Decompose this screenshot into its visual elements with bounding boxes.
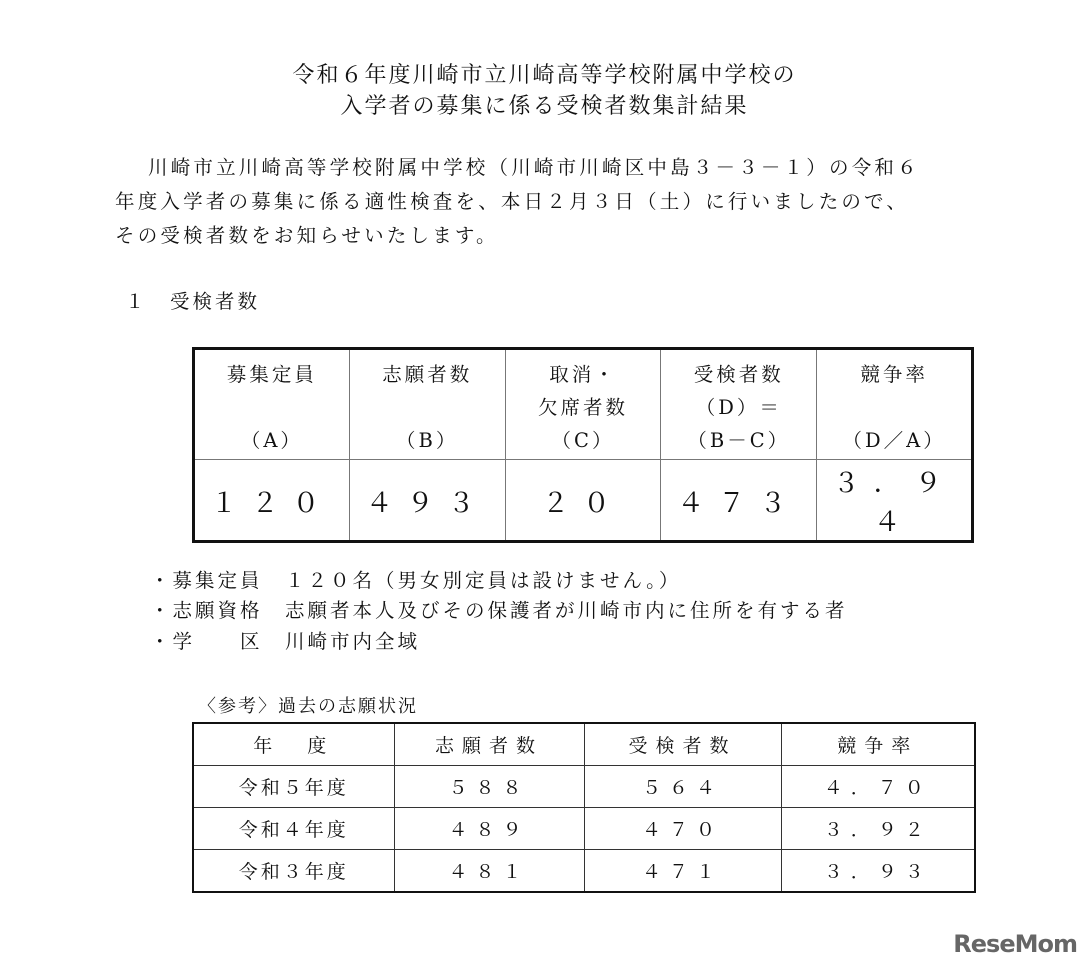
table-header-row <box>193 723 975 766</box>
header-text: （A） <box>240 429 303 452</box>
header-cell: 受検者数 <box>584 723 781 766</box>
header-text: 受検者数 <box>693 363 784 386</box>
value-cell: ３．９４ <box>817 460 973 542</box>
header-text: （B） <box>396 429 459 452</box>
past-applications-table <box>192 722 976 893</box>
value-cell: ２０ <box>505 460 661 542</box>
header-cell <box>349 349 505 460</box>
value-cell: ４７０ <box>584 808 781 850</box>
intro-line-1: 川崎市立川崎高等学校附属中学校（川崎市川崎区中島３－３－１）の令和６ <box>148 156 920 179</box>
year-cell: 令和５年度 <box>193 766 394 808</box>
header-text: （B－C） <box>687 429 791 452</box>
value-cell: ４７１ <box>584 850 781 893</box>
header-text: （D／A） <box>842 429 946 452</box>
header-text <box>351 391 504 424</box>
value-cell: ４８９ <box>394 808 584 850</box>
value-cell: ３．９３ <box>781 850 975 893</box>
header-cell: 年 度 <box>193 723 394 766</box>
intro-line-3: その受検者数をお知らせいたします。 <box>115 224 499 247</box>
table-row <box>193 850 975 893</box>
year-cell: 令和４年度 <box>193 808 394 850</box>
value-cell: ４７３ <box>661 460 817 542</box>
value-cell: ４．７０ <box>781 766 975 808</box>
header-cell: 競争率 <box>781 723 975 766</box>
table-value-row <box>194 460 973 542</box>
header-text: 取消・ <box>549 363 617 386</box>
title-line-2: 入学者の募集に係る受検者数集計結果 <box>340 94 749 119</box>
header-text: 志願者数 <box>382 363 473 386</box>
value-cell: ５６４ <box>584 766 781 808</box>
header-text <box>196 391 348 424</box>
header-text <box>818 391 970 424</box>
header-text: 競争率 <box>860 363 928 386</box>
note-eligibility: ・志願資格 志願者本人及びその保護者が川崎市内に住所を有する者 <box>150 599 848 622</box>
header-text: （C） <box>551 429 615 452</box>
reference-label: 〈参考〉過去の志願状況 <box>198 696 418 717</box>
value-cell: ５８８ <box>394 766 584 808</box>
section-heading: １ 受検者数 <box>125 290 261 313</box>
value-cell: ４８１ <box>394 850 584 893</box>
value-cell: ３．９２ <box>781 808 975 850</box>
intro-line-2: 年度入学者の募集に係る適性検査を、本日２月３日（土）に行いましたので、 <box>115 190 910 213</box>
applicant-count-table <box>192 347 974 543</box>
year-cell: 令和３年度 <box>193 850 394 893</box>
header-text: 募集定員 <box>226 363 317 386</box>
header-cell <box>661 349 817 460</box>
resemom-watermark-logo: ReseMom <box>953 930 1077 958</box>
table-header-row <box>194 349 973 460</box>
header-cell <box>817 349 973 460</box>
header-cell <box>194 349 350 460</box>
header-cell <box>505 349 661 460</box>
title-line-1: 令和６年度川崎市立川崎高等学校附属中学校の <box>292 63 797 88</box>
header-text: （D）＝ <box>695 396 782 419</box>
value-cell: １２０ <box>194 460 350 542</box>
header-cell: 志願者数 <box>394 723 584 766</box>
table-row <box>193 808 975 850</box>
note-capacity: ・募集定員 １２０名（男女別定員は設けません。） <box>150 569 682 592</box>
table-row <box>193 766 975 808</box>
header-text: 欠席者数 <box>537 396 628 419</box>
note-district: ・学 区 川崎市内全域 <box>150 630 421 653</box>
value-cell: ４９３ <box>349 460 505 542</box>
